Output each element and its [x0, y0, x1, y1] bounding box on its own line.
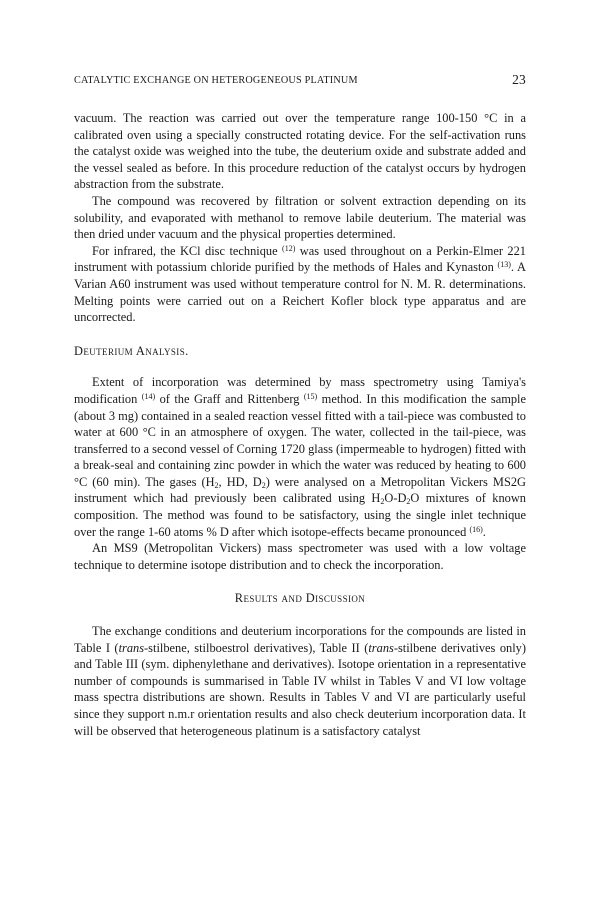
- paragraph-ms9: An MS9 (Metropolitan Vickers) mass spectrometer was used with a low voltage technique to determine isotope distribution and to check the incorporation.: [74, 541, 526, 572]
- paragraph-results: The exchange conditions and deuterium incorporations for the compounds are listed in Table I (trans-stilbene, stilboestrol derivatives), Table II (trans-stilbene derivatives only) and Table III (sym. diphenylethane and derivatives). Isotope orientation in a representative number of compounds is summarised in Table IV whilst in Tables V and VI low voltage mass spectra distributions are shown. Results in Tables V and VI are particularly useful since they support n.m.r orientation results and also check deuterium incorporation data. It will be observed that heterogeneous platinum is a satisfactory catalyst: [74, 624, 526, 738]
- paragraph-instruments: For infrared, the KCl disc technique $^{(12)}$ was used throughout on a Perkin-Elmer 221 instrument with potassium chloride purified by the methods of Hales and Kynaston $^{(13)}$. A Varian A60 instrument was used without temperature control for N. M. R. determinations. Melting points were carried out on a Reichert Kofler block type apparatus and are uncorrected.: [74, 243, 526, 325]
- section-heading-deuterium-analysis: Deuterium Analysis.: [74, 343, 189, 358]
- section-heading-results: Results and Discussion: [234, 591, 366, 606]
- paragraph-mass-spectrometry: Extent of incorporation was determined by mass spectrometry using Tamiya's modification $^{(14)}$ of the Graff and Rittenberg $^{(15)}$ method. In this modification the sample (about 3 mg) contained in a sealed reaction vessel fitted with a tail-piece was combusted to water at 600 °C in an atmosphere of oxygen. The water, collected in the tail-piece, was transferred to a second vessel of Corning 1720 glass (impermeable to hydrogen) fitted with a break-seal and containing zinc powder in which the water was reduced by heating to 600 °C (60 min). The gases ($H_2$, HD, $D_2$) were analysed on a Metropolitan Vickers MS2G instrument which had previously been calibrated using $H_2O-D_2O$ mixtures of known composition. The method was found to be satisfactory, using the single inlet technique over the range 1-60 atoms % D after which isotope-effects became pronounced $^{(16)}$.: [74, 375, 526, 539]
- paragraph-reaction-conditions: vacuum. The reaction was carried out over the temperature range 100-150 °C in a calibrated oven using a specially constructed rotating device. For the self-activation runs the catalyst oxide was weighed into the tube, the deuterium oxide and substrate added and the vessel sealed as before. In this procedure reduction of the catalyst occurs by hydrogen abstraction from the substrate.: [74, 111, 526, 192]
- citation-15: (15): [303, 391, 318, 401]
- citation-13: (13): [497, 260, 511, 270]
- paragraph-recovery: The compound was recovered by filtration or solvent extraction depending on its solubility, and evaporated with methanol to remove labile deuterium. The material was then dried under vacuum and the physical properties determined.: [74, 193, 526, 242]
- citation-12: (12): [282, 243, 296, 253]
- citation-14: (14): [141, 391, 156, 401]
- page-number: 23: [512, 72, 526, 87]
- citation-16: (16): [469, 524, 483, 534]
- running-title: CATALYTIC EXCHANGE ON HETEROGENEOUS PLATINUM: [74, 75, 358, 86]
- running-head: [74, 72, 526, 88]
- body-text: [74, 110, 526, 739]
